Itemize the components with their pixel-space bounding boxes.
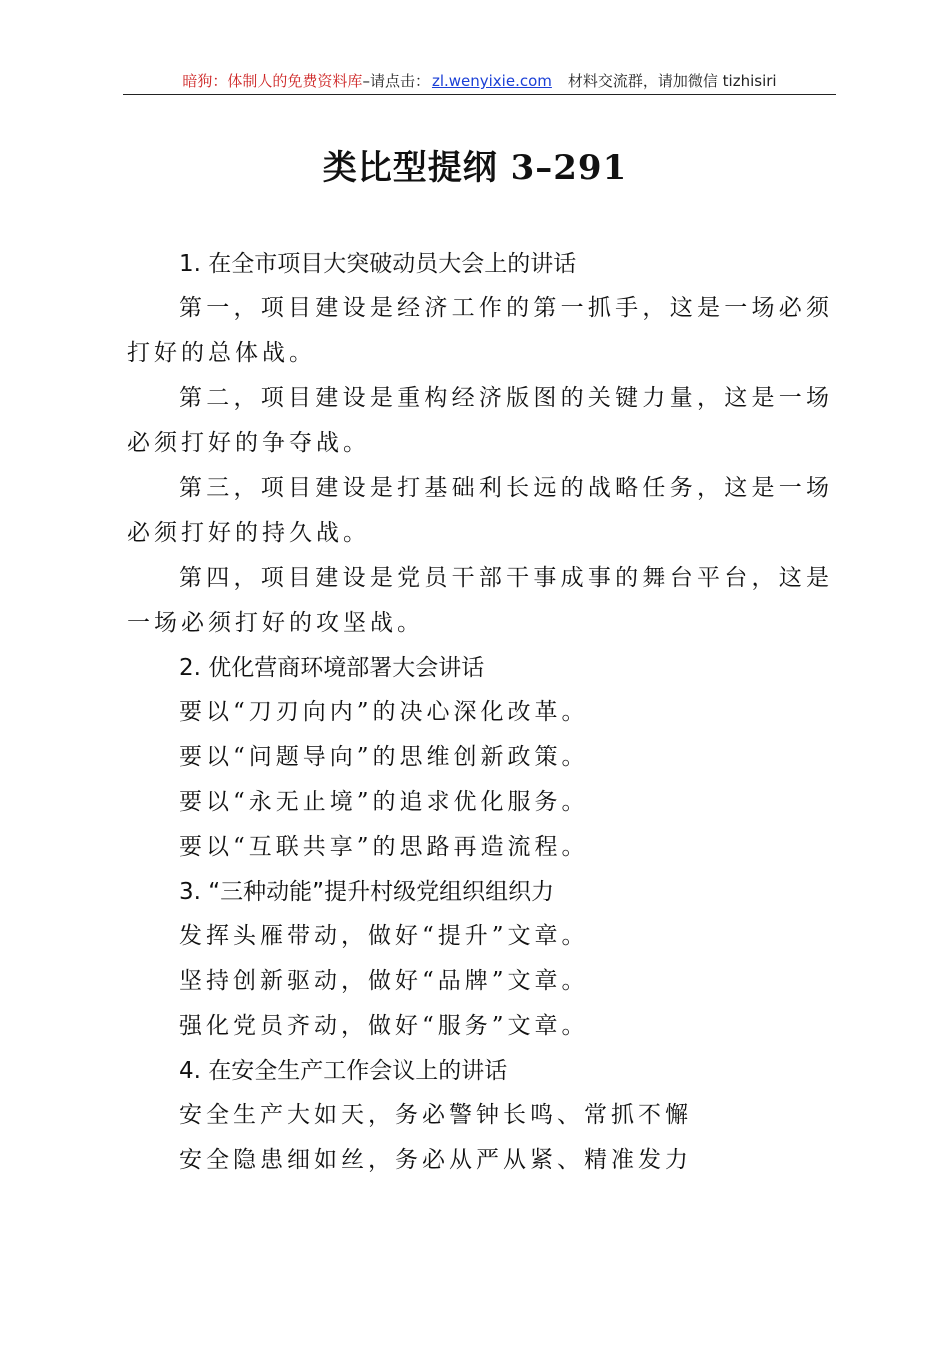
text-line: 发挥头雁带动，做好“提升”文章。 (179, 923, 589, 949)
text-line: 安全生产大如天，务必警钟长鸣、常抓不懈 (179, 1102, 692, 1128)
text-line: 安全隐患细如丝，务必从严从紧、精准发力 (179, 1147, 692, 1173)
section-1 (127, 242, 833, 646)
paragraph: 第三，项目建设是打基础利长远的战略任务，这是一场必须打好的持久战。 (127, 475, 833, 546)
document-body (127, 242, 833, 1183)
section-3 (127, 870, 833, 1049)
text-line: 要以“互联共享”的思路再造流程。 (179, 834, 589, 860)
section-heading: 3. “三种动能”提升村级党组织组织力 (179, 879, 555, 905)
header-wechat: 材料交流群，请加微信 tizhisiri (567, 72, 777, 90)
section-2 (127, 646, 833, 870)
paragraph: 第四，项目建设是党员干部干事成事的舞台平台，这是一场必须打好的攻坚战。 (127, 565, 833, 636)
section-heading: 4. 在安全生产工作会议上的讲话 (179, 1058, 508, 1084)
text-line: 坚持创新驱动，做好“品牌”文章。 (179, 968, 589, 994)
section-heading: 2. 优化营商环境部署大会讲话 (179, 655, 485, 681)
header-click-label: –请点击： (362, 72, 430, 90)
header-brand: 暗狗：体制人的免费资料库 (182, 72, 363, 90)
paragraph: 第一，项目建设是经济工作的第一抓手，这是一场必须打好的总体战。 (127, 295, 833, 366)
section-heading: 1. 在全市项目大突破动员大会上的讲话 (179, 251, 577, 277)
text-line: 要以“问题导向”的思维创新政策。 (179, 744, 589, 770)
page-header (123, 68, 836, 95)
header-link[interactable]: zl.wenyixie.com (431, 72, 552, 90)
document-title: 类比型提纲 3–291 (322, 148, 628, 188)
text-line: 强化党员齐动，做好“服务”文章。 (179, 1013, 589, 1039)
paragraph: 第二，项目建设是重构经济版图的关键力量，这是一场必须打好的争夺战。 (127, 385, 833, 456)
section-4 (127, 1049, 833, 1183)
text-line: 要以“永无止境”的追求优化服务。 (179, 789, 589, 815)
text-line: 要以“刀刃向内”的决心深化改革。 (179, 699, 589, 725)
